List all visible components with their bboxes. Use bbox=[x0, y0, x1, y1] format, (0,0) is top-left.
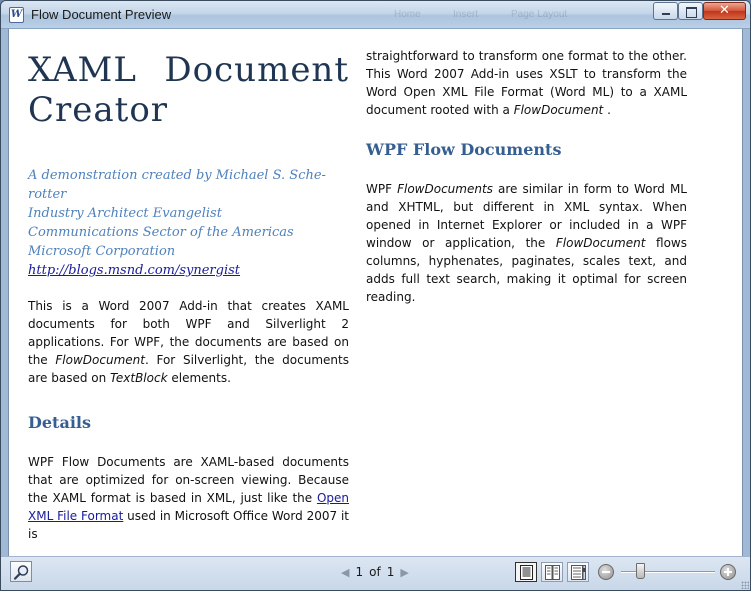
byline-line-1: A demonstration created by Michael S. Sche- bbox=[28, 168, 326, 183]
details-paragraph-part-1 bbox=[28, 453, 349, 543]
wpf-text-1: WPF bbox=[366, 182, 398, 196]
wpf-flowdocument: FlowDocument bbox=[555, 236, 646, 250]
intro-paragraph bbox=[28, 297, 349, 387]
byline-sector: Communications Sector of the Americas bbox=[28, 225, 294, 240]
flow-document-viewer[interactable] bbox=[8, 29, 743, 556]
background-ribbon-tab-insert: Insert bbox=[453, 9, 479, 20]
details-text-2-start: used in Microsoft Office Word 2007 it is bbox=[28, 509, 349, 541]
byline-company: Microsoft Corporation bbox=[28, 244, 176, 259]
close-icon: ✕ bbox=[719, 3, 730, 18]
intro-text-1: This is a Word 2007 Add-in that creates XAML documents for both WPF and Silverlight 2 applications. For WPF, the documents are based on the bbox=[28, 299, 349, 367]
window-title: Flow Document Preview bbox=[31, 7, 172, 22]
resize-grip[interactable] bbox=[741, 581, 749, 589]
two-page-icon bbox=[545, 565, 560, 580]
intro-textblock: TextBlock bbox=[110, 371, 168, 385]
details-heading: Details bbox=[28, 413, 91, 432]
previous-page-button[interactable]: ◀ bbox=[341, 565, 350, 579]
zoom-in-button[interactable] bbox=[720, 564, 736, 580]
wpf-flowdocuments: FlowDocuments bbox=[397, 182, 493, 196]
zoom-slider-track[interactable] bbox=[621, 571, 715, 573]
document-title-word-2: Document bbox=[164, 50, 349, 90]
page-of-label: of bbox=[369, 565, 381, 579]
document-title-line-2: Creator bbox=[28, 90, 169, 130]
two-page-view-button[interactable] bbox=[541, 562, 563, 582]
blog-link[interactable]: http://blogs.msnd.com/synergist bbox=[28, 263, 241, 278]
wpf-paragraph bbox=[366, 180, 687, 306]
background-ribbon-tab-page-layout: Page Layout bbox=[511, 9, 568, 20]
document-title bbox=[28, 50, 349, 130]
details-paragraph-part-2: straightforward to transform one format to the other. This Word 2007 Add-in uses XSLT to transform the Word Open XML File Format (Word ML) to a XAML document rooted with a FlowDocument . bbox=[366, 49, 687, 117]
byline-line-2: rotter bbox=[28, 187, 67, 202]
document-column-1 bbox=[28, 29, 349, 543]
author-byline bbox=[28, 166, 349, 280]
document-column-2 bbox=[366, 29, 687, 306]
viewer-toolbar bbox=[1, 556, 751, 591]
intro-flowdocument: FlowDocument bbox=[55, 353, 145, 367]
word-app-icon: W bbox=[9, 7, 24, 23]
intro-text-3: elements. bbox=[167, 371, 231, 385]
page-navigator bbox=[341, 565, 409, 579]
open-xml-link[interactable]: Open XML File Format bbox=[28, 491, 349, 523]
close-button[interactable] bbox=[703, 2, 746, 20]
minimize-icon bbox=[654, 3, 677, 19]
maximize-button[interactable] bbox=[678, 2, 703, 20]
background-ribbon-tab-home: Home bbox=[394, 9, 421, 20]
document-title-word-1: XAML bbox=[28, 50, 137, 90]
zoom-out-button[interactable] bbox=[598, 564, 614, 580]
current-page-number: 1 bbox=[355, 565, 364, 579]
single-page-view-button[interactable] bbox=[515, 562, 537, 582]
details-flowdocument: FlowDocument bbox=[513, 103, 604, 117]
scroll-page-icon bbox=[571, 565, 586, 580]
wpf-text-2: are similar in form to Word ML and XHTML, but different in XML syntax. When opened in Internet Explorer or included in a WPF window or application, the bbox=[366, 182, 687, 250]
intro-text-2: . For Silverlight, the documents are based on bbox=[28, 353, 349, 385]
minimize-button[interactable] bbox=[653, 2, 678, 20]
details-text-1: WPF Flow Documents are XAML-based documents that are optimized for on-screen viewing. Because the XAML format is based in XML, just like the bbox=[28, 455, 349, 505]
single-page-icon bbox=[519, 565, 534, 580]
next-page-button[interactable]: ▶ bbox=[400, 565, 409, 579]
maximize-icon bbox=[679, 3, 702, 19]
magnifier-icon bbox=[13, 564, 30, 581]
details-text-3: . bbox=[607, 103, 611, 117]
title-bar[interactable] bbox=[1, 1, 750, 29]
wpf-flow-documents-heading: WPF Flow Documents bbox=[366, 140, 562, 159]
find-button[interactable] bbox=[10, 561, 32, 582]
total-page-count: 1 bbox=[386, 565, 395, 579]
scroll-view-button[interactable] bbox=[567, 562, 589, 582]
wpf-text-3: flows columns, hyphenates, paginates, scales text, and adds full text search, making it optimal for screen reading. bbox=[366, 236, 687, 304]
zoom-slider-thumb[interactable] bbox=[636, 563, 645, 579]
byline-role: Industry Architect Evangelist bbox=[28, 206, 222, 221]
